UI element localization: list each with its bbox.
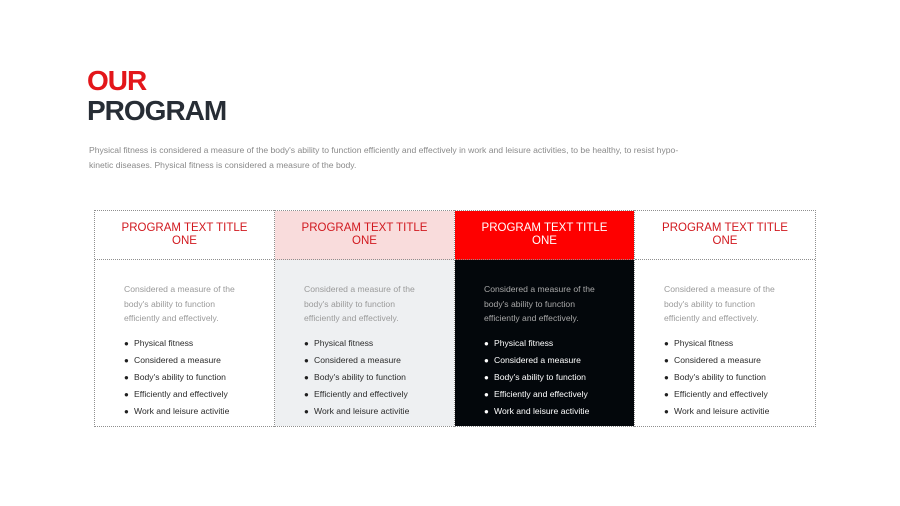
bullet-icon: ● <box>484 406 489 416</box>
bullet-icon: ● <box>484 389 489 399</box>
column-body <box>95 260 274 426</box>
bullet-list <box>484 335 612 420</box>
list-item-text: Physical fitness <box>674 337 734 348</box>
list-item-text: Physical fitness <box>134 337 194 348</box>
list-item <box>484 403 612 420</box>
bullet-icon: ● <box>484 355 489 365</box>
bullet-icon: ● <box>664 406 669 416</box>
bullet-list <box>124 335 252 420</box>
list-item-text: Physical fitness <box>494 337 554 348</box>
program-column-4 <box>634 210 816 427</box>
bullet-icon: ● <box>664 338 669 348</box>
bullet-icon: ● <box>124 372 129 382</box>
list-item-text: Body's ability to function <box>674 371 766 382</box>
list-item-text: Efficiently and effectively <box>674 388 768 399</box>
list-item <box>124 403 252 420</box>
bullet-icon: ● <box>124 406 129 416</box>
list-item-text: Body's ability to function <box>494 371 586 382</box>
bullet-icon: ● <box>124 389 129 399</box>
column-title: PROGRAM TEXT TITLE ONE <box>275 211 454 260</box>
list-item-text: Work and leisure activitie <box>674 405 770 416</box>
list-item <box>484 335 612 352</box>
list-item-text: Body's ability to function <box>314 371 406 382</box>
list-item-text: Considered a measure <box>674 354 761 365</box>
bullet-icon: ● <box>304 355 309 365</box>
list-item <box>664 369 793 386</box>
list-item-text: Efficiently and effectively <box>314 388 408 399</box>
list-item <box>484 386 612 403</box>
page-title <box>87 66 226 126</box>
program-table <box>94 210 816 429</box>
bullet-icon: ● <box>664 355 669 365</box>
bullet-icon: ● <box>304 338 309 348</box>
bullet-icon: ● <box>664 389 669 399</box>
title-line-program: PROGRAM <box>87 95 227 126</box>
list-item-text: Body's ability to function <box>134 371 226 382</box>
program-column-3 <box>454 210 634 427</box>
column-description: Considered a measure of the body's ability to function efficiently and effectively. <box>664 284 775 323</box>
bullet-list <box>664 335 793 420</box>
list-item-text: Work and leisure activitie <box>314 405 410 416</box>
bullet-icon: ● <box>484 372 489 382</box>
bullet-list <box>304 335 432 420</box>
bullet-icon: ● <box>664 372 669 382</box>
list-item <box>664 335 793 352</box>
list-item <box>304 386 432 403</box>
list-item <box>484 352 612 369</box>
bullet-icon: ● <box>124 355 129 365</box>
column-title: PROGRAM TEXT TITLE ONE <box>95 211 274 260</box>
column-title: PROGRAM TEXT TITLE ONE <box>455 211 634 260</box>
column-description: Considered a measure of the body's ability to function efficiently and effectively. <box>304 284 415 323</box>
list-item <box>664 386 793 403</box>
bullet-icon: ● <box>124 338 129 348</box>
list-item <box>124 335 252 352</box>
column-title: PROGRAM TEXT TITLE ONE <box>635 211 815 260</box>
list-item-text: Efficiently and effectively <box>494 388 588 399</box>
list-item <box>664 403 793 420</box>
program-column-1 <box>94 210 274 427</box>
list-item-text: Work and leisure activitie <box>494 405 590 416</box>
list-item <box>304 335 432 352</box>
column-description: Considered a measure of the body's ability to function efficiently and effectively. <box>124 284 235 323</box>
list-item <box>124 386 252 403</box>
intro-paragraph: Physical fitness is considered a measure of the body's ability to function efficiently and effectively in work and leisure activities, to be healthy, to resist hypo-kinetic diseases. Physical fitness is considered a measure of the body. <box>89 145 679 170</box>
list-item-text: Considered a measure <box>314 354 401 365</box>
list-item-text: Physical fitness <box>314 337 374 348</box>
title-line-our: OUR <box>87 65 147 96</box>
list-item <box>304 352 432 369</box>
list-item-text: Considered a measure <box>494 354 581 365</box>
list-item-text: Work and leisure activitie <box>134 405 230 416</box>
column-body <box>635 260 815 426</box>
list-item <box>304 369 432 386</box>
column-body <box>455 260 634 426</box>
bullet-icon: ● <box>484 338 489 348</box>
column-description: Considered a measure of the body's ability to function efficiently and effectively. <box>484 284 595 323</box>
list-item-text: Efficiently and effectively <box>134 388 228 399</box>
program-column-2 <box>274 210 454 427</box>
column-body <box>275 260 454 426</box>
list-item <box>484 369 612 386</box>
list-item <box>664 352 793 369</box>
list-item-text: Considered a measure <box>134 354 221 365</box>
list-item <box>124 352 252 369</box>
bullet-icon: ● <box>304 389 309 399</box>
bullet-icon: ● <box>304 372 309 382</box>
list-item <box>304 403 432 420</box>
bullet-icon: ● <box>304 406 309 416</box>
list-item <box>124 369 252 386</box>
